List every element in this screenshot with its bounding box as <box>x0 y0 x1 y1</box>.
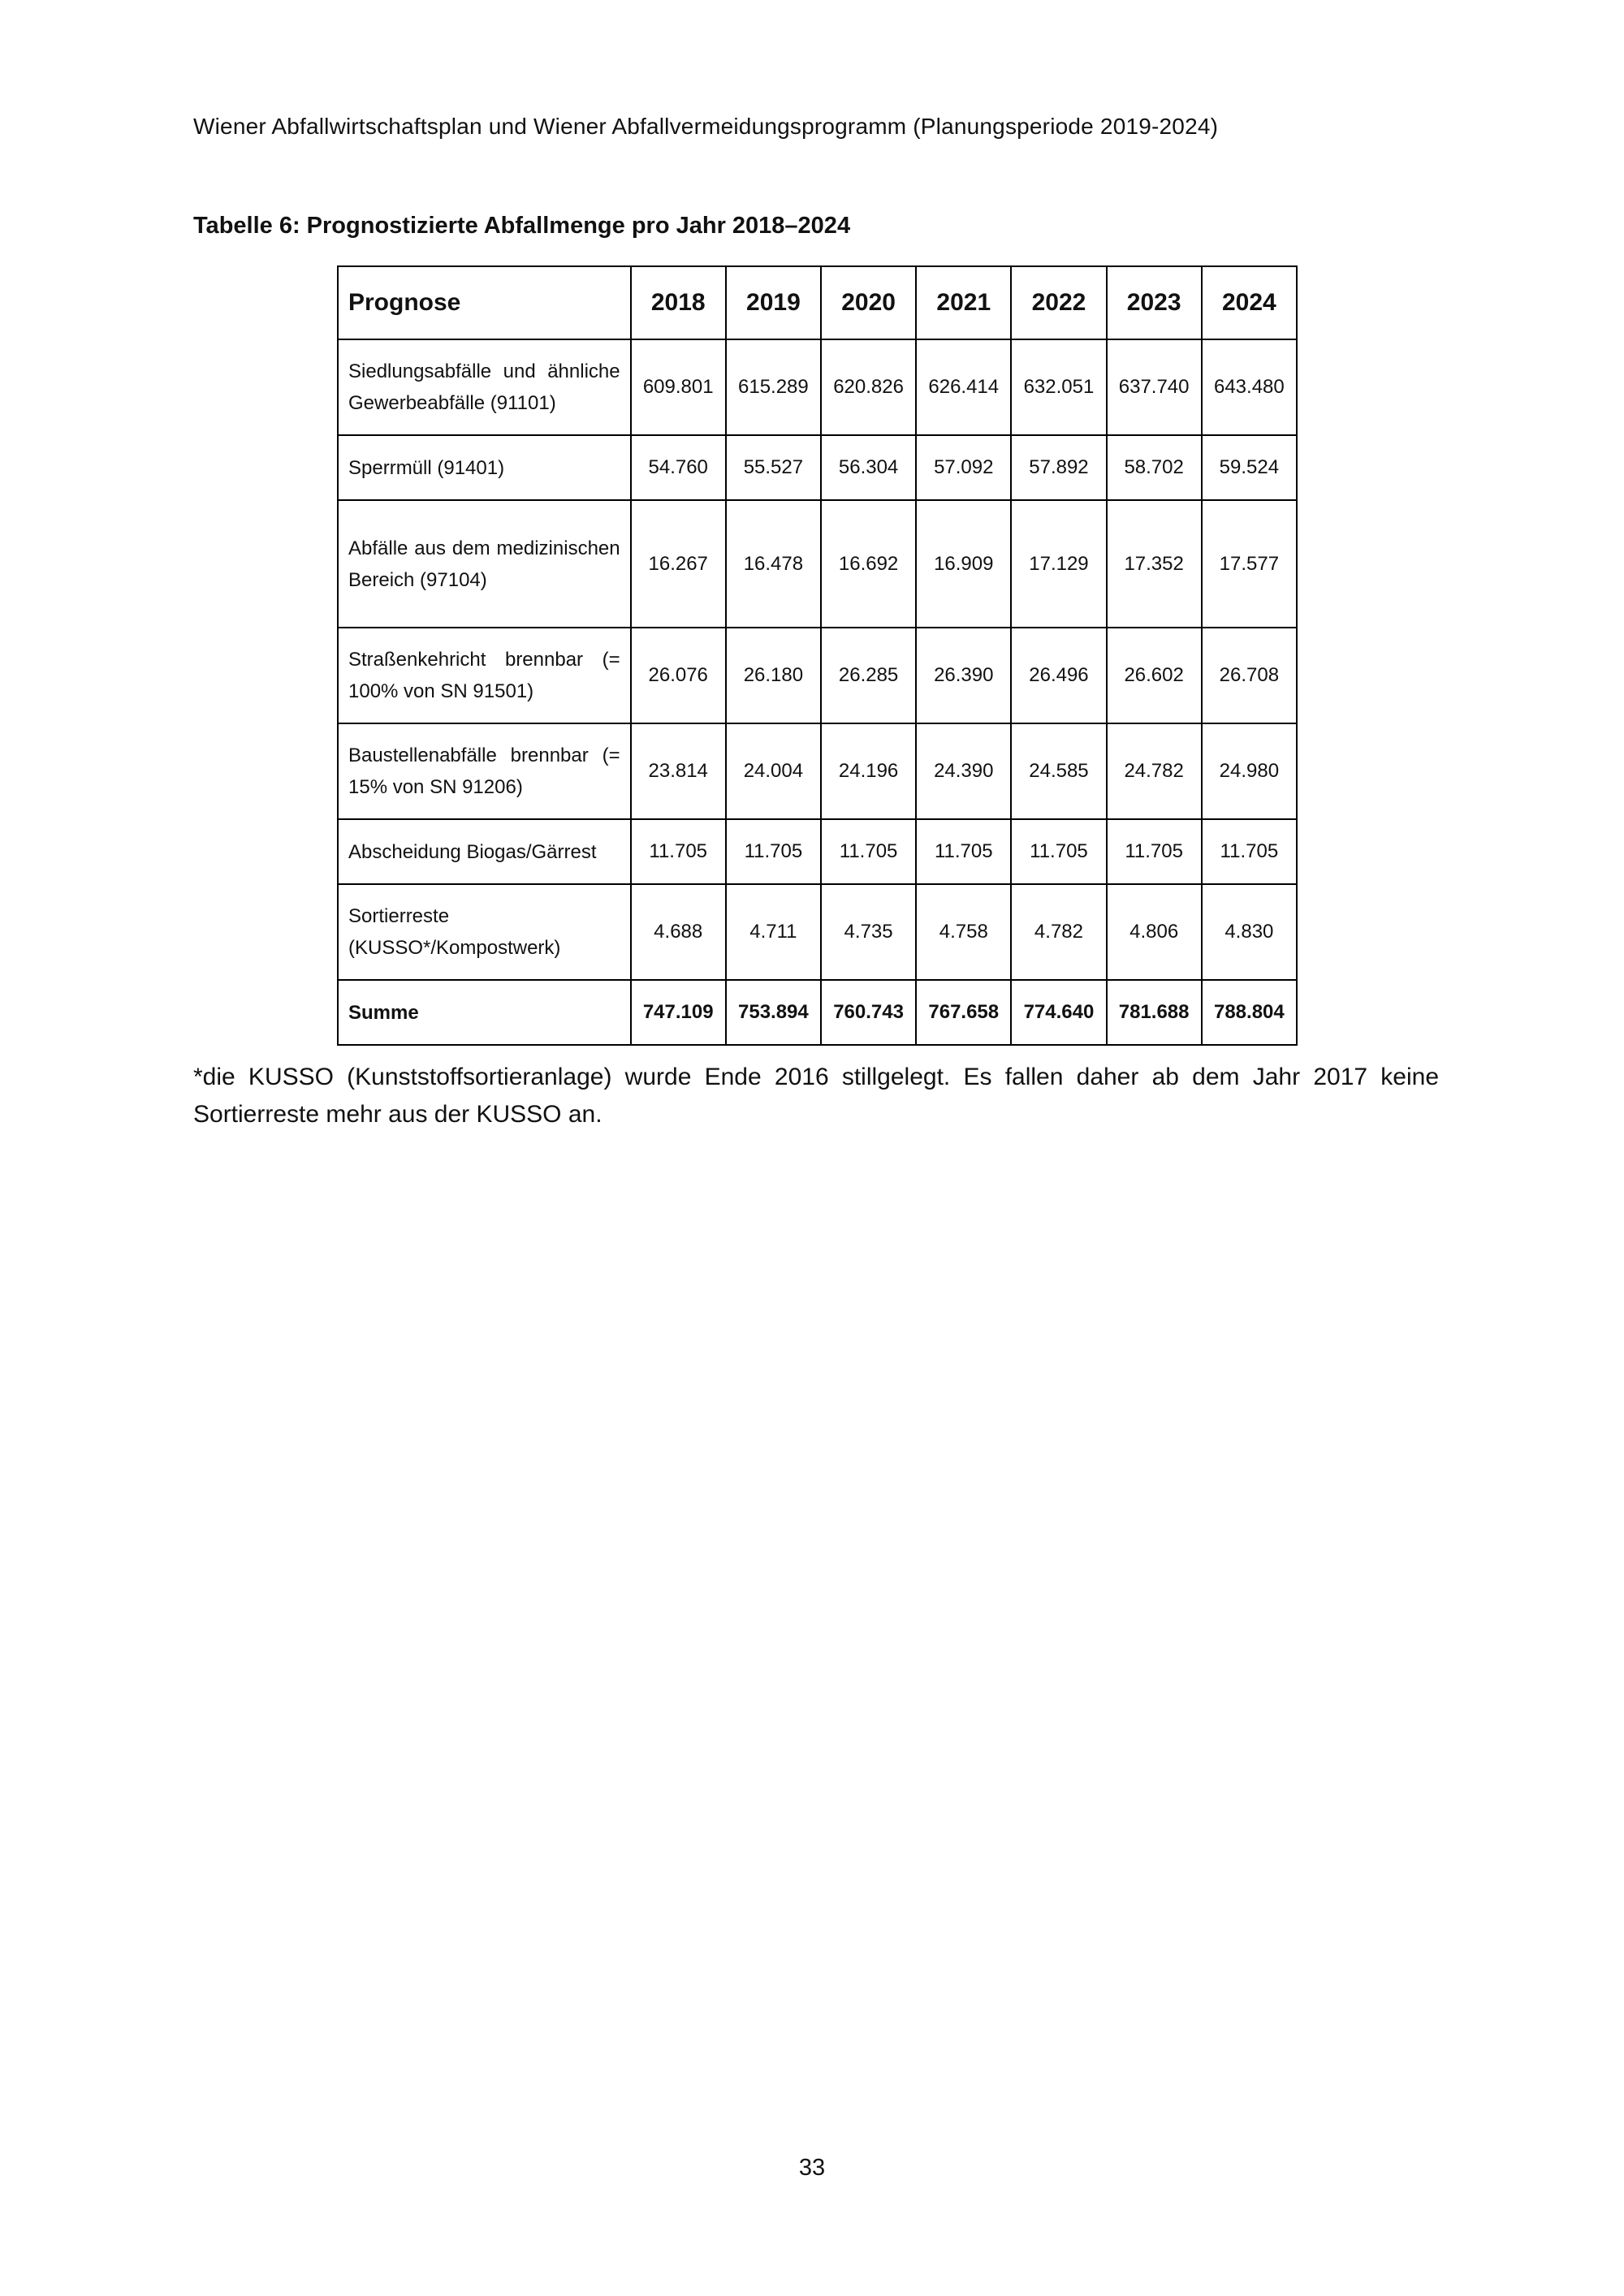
table-cell: 57.892 <box>1011 435 1106 500</box>
table-cell: 4.735 <box>821 884 916 980</box>
table-row <box>338 628 1297 723</box>
table-cell: 26.496 <box>1011 628 1106 723</box>
table-cell: 16.909 <box>916 500 1011 628</box>
table-cell: 626.414 <box>916 339 1011 435</box>
table-cell: 4.782 <box>1011 884 1106 980</box>
table-cell: 643.480 <box>1202 339 1297 435</box>
table-cell: 26.285 <box>821 628 916 723</box>
table-cell: 11.705 <box>1011 819 1106 884</box>
table-cell: 17.352 <box>1107 500 1202 628</box>
table-row <box>338 884 1297 980</box>
table-cell: 17.577 <box>1202 500 1297 628</box>
column-header: 2023 <box>1107 266 1202 339</box>
table-cell: 4.806 <box>1107 884 1202 980</box>
table-cell: 56.304 <box>821 435 916 500</box>
total-row <box>338 980 1297 1045</box>
column-header: 2022 <box>1011 266 1106 339</box>
table-cell: 26.602 <box>1107 628 1202 723</box>
table-cell: 11.705 <box>1107 819 1202 884</box>
column-header: 2021 <box>916 266 1011 339</box>
table-row <box>338 500 1297 628</box>
table-cell: 615.289 <box>726 339 821 435</box>
table-cell: 58.702 <box>1107 435 1202 500</box>
table-cell: 11.705 <box>821 819 916 884</box>
total-cell: 767.658 <box>916 980 1011 1045</box>
table-cell: 24.585 <box>1011 723 1106 819</box>
table-cell: 620.826 <box>821 339 916 435</box>
table-cell: 26.180 <box>726 628 821 723</box>
table-cell: 24.390 <box>916 723 1011 819</box>
table-caption: Tabelle 6: Prognostizierte Abfallmenge pro Jahr 2018–2024 <box>193 213 851 239</box>
total-cell: 753.894 <box>726 980 821 1045</box>
total-cell: 774.640 <box>1011 980 1106 1045</box>
column-header: 2020 <box>821 266 916 339</box>
column-header: 2019 <box>726 266 821 339</box>
table-cell: 54.760 <box>631 435 726 500</box>
table-cell: 26.708 <box>1202 628 1297 723</box>
forecast-table <box>337 265 1298 1046</box>
table-cell: 11.705 <box>916 819 1011 884</box>
row-label: Abfälle aus dem medizinischen Bereich (97104) <box>338 500 631 628</box>
table-cell: 59.524 <box>1202 435 1297 500</box>
table-cell: 57.092 <box>916 435 1011 500</box>
column-header: 2018 <box>631 266 726 339</box>
table-cell: 4.711 <box>726 884 821 980</box>
row-label: Baustellenabfälle brennbar (= 15% von SN 91206) <box>338 723 631 819</box>
table-cell: 24.196 <box>821 723 916 819</box>
table-cell: 16.692 <box>821 500 916 628</box>
table-cell: 637.740 <box>1107 339 1202 435</box>
table-cell: 24.004 <box>726 723 821 819</box>
row-label: Straßenkehricht brennbar (= 100% von SN 91501) <box>338 628 631 723</box>
row-label: Sortierreste (KUSSO*/Kompostwerk) <box>338 884 631 980</box>
column-header: 2024 <box>1202 266 1297 339</box>
table-cell: 11.705 <box>631 819 726 884</box>
table-cell: 26.390 <box>916 628 1011 723</box>
total-cell: 760.743 <box>821 980 916 1045</box>
header-row <box>338 266 1297 339</box>
total-label: Summe <box>338 980 631 1045</box>
table-cell: 55.527 <box>726 435 821 500</box>
table-cell: 4.830 <box>1202 884 1297 980</box>
column-header: Prognose <box>338 266 631 339</box>
row-label: Sperrmüll (91401) <box>338 435 631 500</box>
table-cell: 26.076 <box>631 628 726 723</box>
table-cell: 16.478 <box>726 500 821 628</box>
table-cell: 4.758 <box>916 884 1011 980</box>
total-cell: 747.109 <box>631 980 726 1045</box>
row-label: Abscheidung Biogas/Gärrest <box>338 819 631 884</box>
table-cell: 4.688 <box>631 884 726 980</box>
table-cell: 17.129 <box>1011 500 1106 628</box>
total-cell: 788.804 <box>1202 980 1297 1045</box>
table-cell: 609.801 <box>631 339 726 435</box>
total-cell: 781.688 <box>1107 980 1202 1045</box>
page-number: 33 <box>798 2155 826 2181</box>
table-row <box>338 339 1297 435</box>
table-cell: 16.267 <box>631 500 726 628</box>
row-label: Siedlungsabfälle und ähnliche Gewerbeabfälle (91101) <box>338 339 631 435</box>
footnote: *die KUSSO (Kunststoffsortieranlage) wurde Ende 2016 stillgelegt. Es fallen daher ab dem Jahr 2017 keine Sortierreste mehr aus der KUSSO an. <box>193 1064 1439 1128</box>
table-cell: 11.705 <box>1202 819 1297 884</box>
table-cell: 24.782 <box>1107 723 1202 819</box>
table-cell: 24.980 <box>1202 723 1297 819</box>
table-cell: 11.705 <box>726 819 821 884</box>
table-cell: 632.051 <box>1011 339 1106 435</box>
table-cell: 23.814 <box>631 723 726 819</box>
table-row <box>338 819 1297 884</box>
table-row <box>338 723 1297 819</box>
running-header: Wiener Abfallwirtschaftsplan und Wiener Abfallvermeidungsprogramm (Planungsperiode 2019-2024) <box>193 114 1219 139</box>
table-row <box>338 435 1297 500</box>
